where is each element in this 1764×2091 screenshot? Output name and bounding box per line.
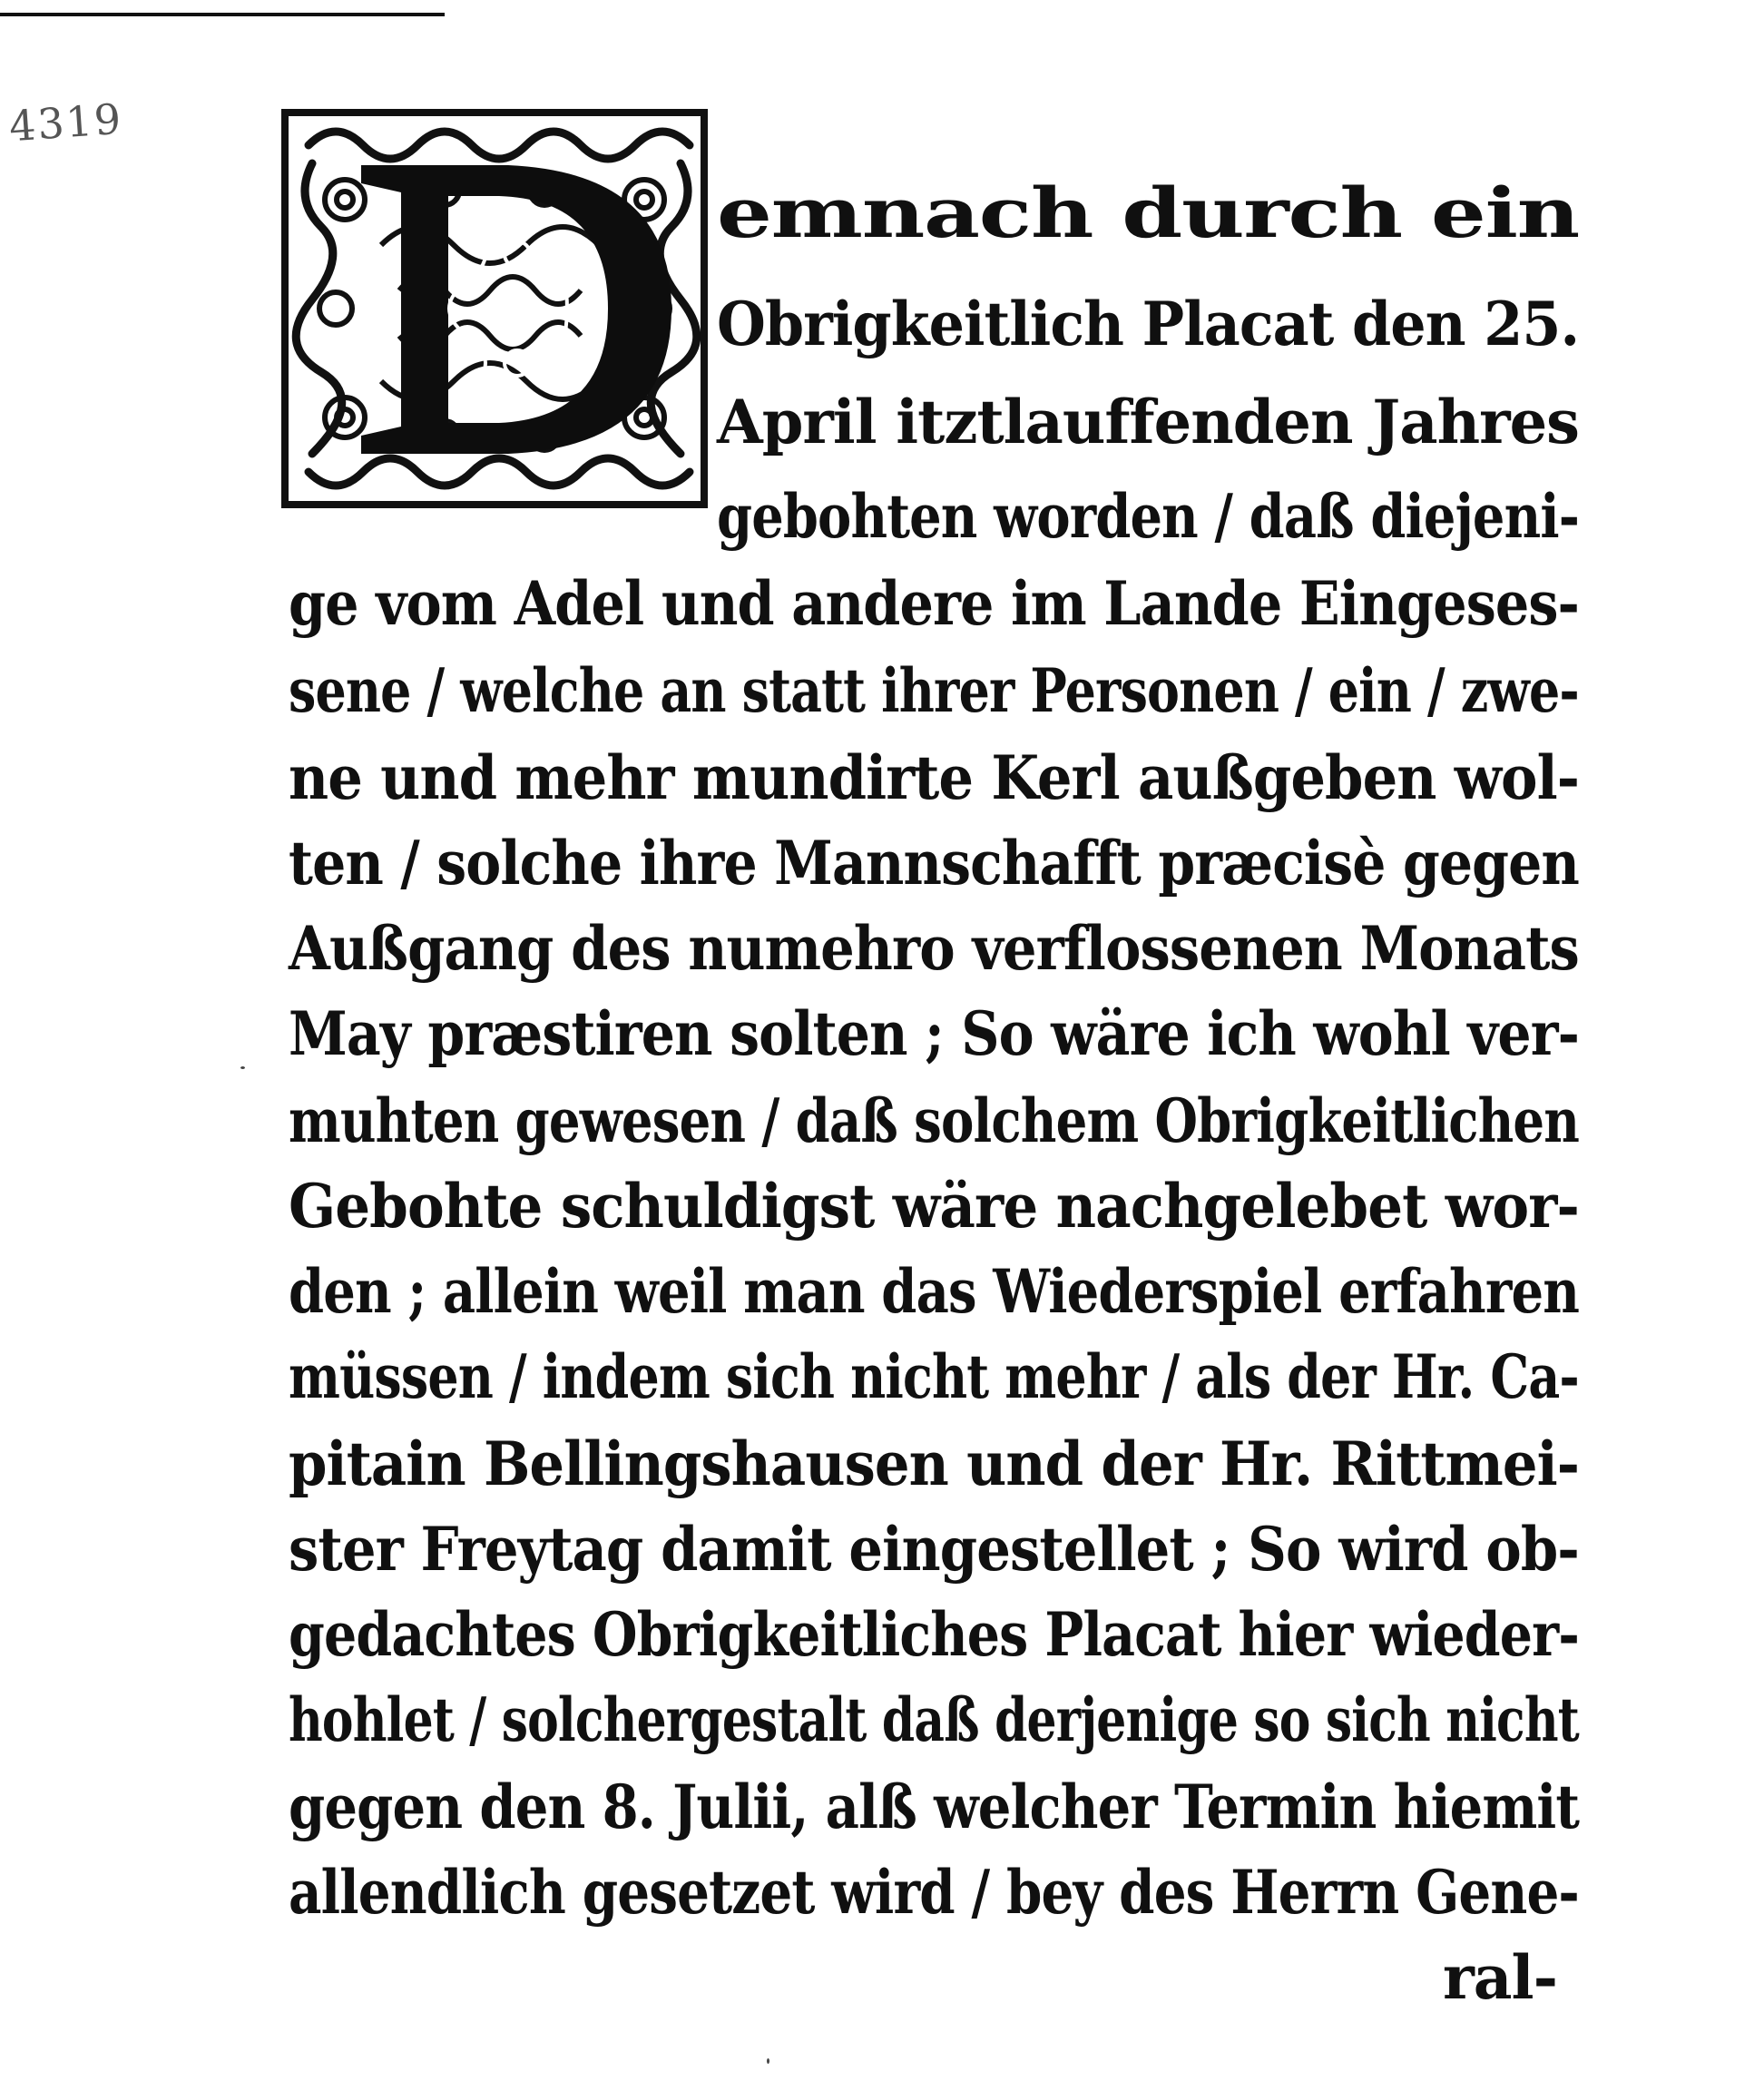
text-line: gegen den 8. Julii, alß welcher Termin hiemit: [289, 1772, 1580, 1842]
text-line: allendlich gesetzet wird / bey des Herrn Gene-: [289, 1857, 1579, 1928]
text-line: Außgang des numehro verflossenen Monats: [289, 913, 1579, 984]
text-line: emnach durch ein: [717, 172, 1580, 253]
text-line: Gebohte schuldigst wäre nachgelebet wor-: [289, 1171, 1579, 1242]
text-line: ster Freytag damit eingestellet ; So wird ob-: [289, 1514, 1579, 1585]
text-line: ge vom Adel und andere im Lande Eingeses-: [289, 568, 1580, 639]
text-line: April itztlauffenden Jahres: [717, 387, 1579, 457]
text-line: muhten gewesen / daß solchem Obrigkeitlichen: [289, 1085, 1580, 1156]
text-line: ne und mehr mundirte Kerl außgeben wol-: [289, 742, 1580, 813]
text-line: den ; allein weil man das Wiederspiel erfahren: [289, 1256, 1580, 1327]
text-line: sene / welche an statt ihrer Personen / ein / zwe-: [289, 655, 1579, 726]
margin-note: 4319: [7, 93, 124, 152]
text-line: hohlet / solchergestalt daß derjenige so sich nicht: [289, 1684, 1579, 1755]
text-line: müssen / indem sich nicht mehr / als der Hr. Ca-: [289, 1341, 1579, 1412]
text-line: Obrigkeitlich Placat den 25.: [717, 289, 1580, 359]
text-line: gedachtes Obrigkeitliches Placat hier wieder-: [289, 1599, 1580, 1670]
catchword: ral-: [1443, 1942, 1558, 2013]
text-line: May præstiren solten ; So wäre ich wohl ver-: [289, 998, 1579, 1069]
text-line: pitain Bellingshausen und der Hr. Rittmei-: [289, 1428, 1580, 1499]
text-line: gebohten worden / daß diejeni-: [717, 481, 1580, 552]
text-line: ten / solche ihre Mannschafft præcisè gegen: [289, 828, 1580, 898]
